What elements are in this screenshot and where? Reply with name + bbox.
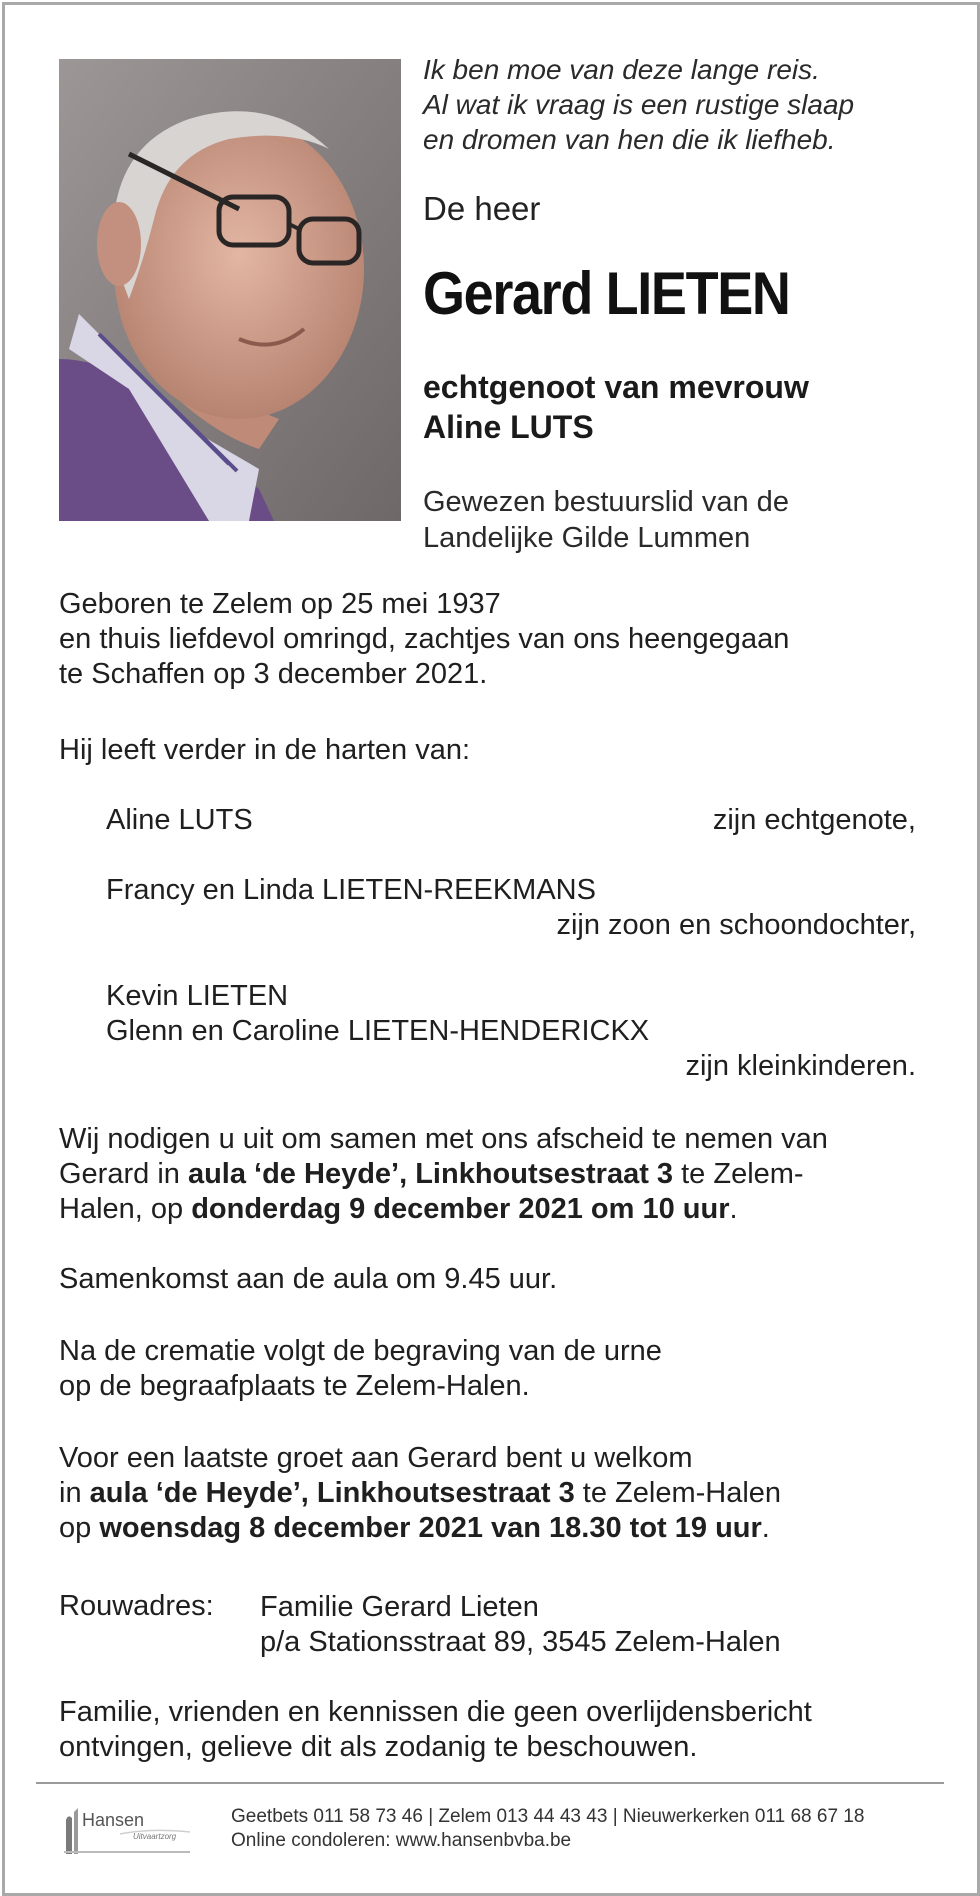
portrait-photo: [59, 59, 401, 521]
birth-death-details: [59, 587, 789, 692]
invitation-line: [59, 1157, 828, 1192]
birth-line: te Schaffen op 3 december 2021.: [59, 658, 488, 690]
text: te Zelem-: [673, 1158, 804, 1190]
poem-line: Al wat ik vraag is een rustige slaap: [423, 89, 855, 120]
title-line: Landelijke Gilde Lummen: [423, 522, 751, 554]
poem-line: Ik ben moe van deze lange reis.: [423, 54, 820, 85]
spouse-info: [423, 367, 809, 447]
birth-line: en thuis liefdevol omringd, zachtjes van ons heengegaan: [59, 623, 790, 655]
venue: aula ‘de Heyde’, Linkhoutsestraat 3: [89, 1477, 575, 1509]
relative-role: zijn zoon en schoondochter,: [556, 909, 916, 941]
text: te Zelem-Halen: [574, 1477, 782, 1509]
hearts-intro: Hij leeft verder in de harten van:: [59, 734, 471, 766]
invitation-line: Wij nodigen u uit om samen met ons afscheid te nemen van: [59, 1123, 828, 1155]
cremation-info: [59, 1334, 662, 1404]
text: Halen, op: [59, 1193, 192, 1225]
spouse-line: Aline LUTS: [423, 409, 594, 445]
address-line: Familie Gerard Lieten: [260, 1591, 539, 1623]
relative-role: zijn kleinkinderen.: [685, 1050, 916, 1082]
salutation: De heer: [423, 190, 541, 227]
invitation: [59, 1122, 828, 1227]
relative-name: Francy en Linda LIETEN-REEKMANS: [106, 874, 596, 906]
visit-info: [59, 1441, 781, 1546]
deceased-name: Gerard LIETEN: [423, 260, 790, 327]
closing-note: [59, 1695, 812, 1765]
visit-line: [59, 1476, 781, 1511]
relative-name: Aline LUTS: [106, 804, 253, 836]
footer-divider: [36, 1782, 944, 1784]
cremation-line: Na de crematie volgt de begraving van de urne: [59, 1335, 662, 1367]
portrait-illustration: [59, 59, 401, 521]
honorary-title: [423, 484, 789, 556]
footer-phones: Geetbets 011 58 73 46 | Zelem 013 44 43 43 | Nieuwerkerken 011 68 67 18: [231, 1806, 865, 1827]
text: Gerard in: [59, 1158, 188, 1190]
visit-line: [59, 1511, 781, 1546]
gathering-info: Samenkomst aan de aula om 9.45 uur.: [59, 1263, 558, 1295]
poem-line: en dromen van hen die ik liefheb.: [423, 124, 836, 155]
text: in: [59, 1477, 90, 1509]
visit-line: Voor een laatste groet aan Gerard bent u welkom: [59, 1442, 693, 1474]
logo-subtitle: Uitvaartzorg: [133, 1832, 177, 1841]
visit-date: woensdag 8 december 2021 van 18.30 tot 19 uur: [99, 1512, 762, 1544]
logo-name: Hansen: [82, 1810, 145, 1830]
address-line: p/a Stationsstraat 89, 3545 Zelem-Halen: [260, 1626, 781, 1658]
ceremony-date: donderdag 9 december 2021 om 10 uur: [191, 1193, 730, 1225]
text: .: [729, 1193, 738, 1225]
address-label: Rouwadres:: [59, 1590, 214, 1622]
relative-role: zijn echtgenote,: [712, 804, 916, 836]
closing-line: ontvingen, gelieve dit als zodanig te beschouwen.: [59, 1731, 698, 1763]
closing-line: Familie, vrienden en kennissen die geen overlijdensbericht: [59, 1696, 812, 1728]
text: op: [59, 1512, 100, 1544]
footer-online-condolence[interactable]: Online condoleren: www.hansenbvba.be: [231, 1830, 572, 1851]
title-line: Gewezen bestuurslid van de: [423, 486, 789, 518]
invitation-line: [59, 1192, 828, 1227]
poem: [423, 52, 854, 157]
venue: aula ‘de Heyde’, Linkhoutsestraat 3: [187, 1158, 674, 1190]
text: .: [761, 1512, 770, 1544]
footer-contact: [231, 1805, 864, 1853]
cremation-line: op de begraafplaats te Zelem-Halen.: [59, 1370, 530, 1402]
relative-name: Glenn en Caroline LIETEN-HENDERICKX: [106, 1015, 650, 1047]
spouse-line: echtgenoot van mevrouw: [423, 369, 809, 405]
relative-name: Kevin LIETEN: [106, 980, 289, 1012]
mourning-address: [260, 1590, 781, 1660]
birth-line: Geboren te Zelem op 25 mei 1937: [59, 588, 501, 620]
